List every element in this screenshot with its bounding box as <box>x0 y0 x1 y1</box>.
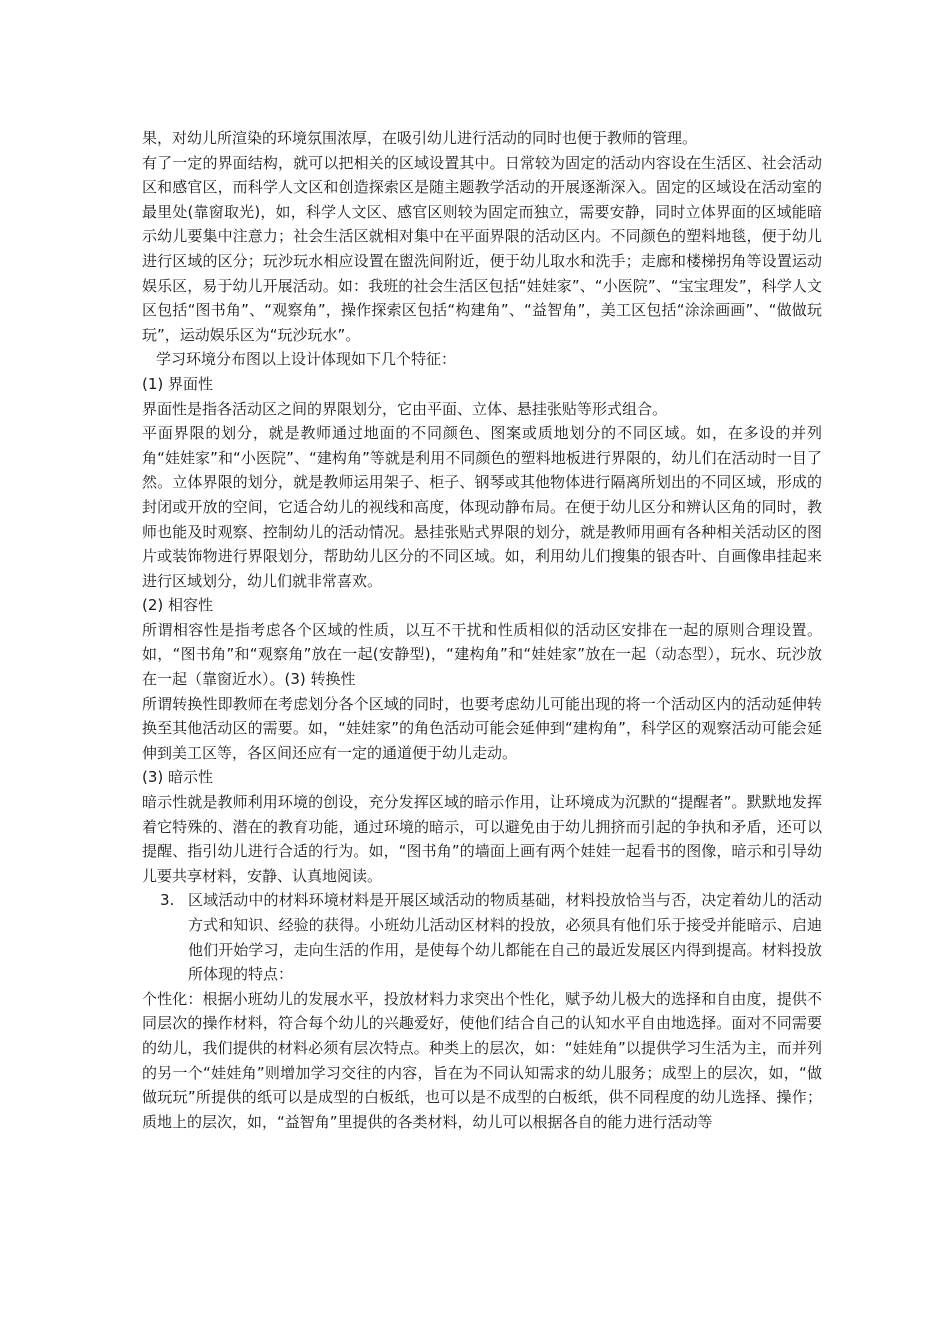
paragraph-suggestion-def: 暗示性就是教师利用环境的创设，充分发挥区域的暗示作用，让环境成为沉默的“提醒者”。默默地发挥着它特殊的、潜在的教育功能，通过环境的暗示，可以避免由于幼儿拥挤而引起的争执和矛盾，还可以提醒、指引幼儿进行合适的行为。如，“图书角”的墙面上画有两个娃娃一起看书的图像，暗示和引导幼儿要共享材料，安静、认真地阅读。 <box>142 793 822 885</box>
paragraph-personalization: 个性化：根据小班幼儿的发展水平，投放材料力求突出个性化，赋予幼儿极大的选择和自由度，提供不同层次的操作材料，符合每个幼儿的兴趣爱好，使他们结合自己的认知水平自由地选择。面对不同需要的幼儿，我们提供的材料必须有层次特点。种类上的层次，如：“娃娃角”以提供学习生活为主，而并列的另一个“娃娃角”则增加学习交往的内容，旨在为不同认知需求的幼儿服务；成型上的层次，如，“做做玩玩”所提供的纸可以是成型的白板纸，也可以是不成型的白板纸，供不同程度的幼儿选择、操作；质地上的层次，如，“益智角”里提供的各类材料，幼儿可以根据各自的能力进行活动等 <box>142 989 822 1131</box>
paragraph-area-setup: 有了一定的界面结构，就可以把相关的区域设置其中。日常较为固定的活动内容设在生活区、社会活动区和感官区，而科学人文区和创造探索区是随主题教学活动的开展逐渐深入。固定的区域设在活动室的最里处(靠窗取光)，如，科学人文区、感官区则较为固定而独立，需要安静，同时立体界面的区域能暗示幼儿要集中注意力；社会生活区就相对集中在平面界限的活动区内。不同颜色的塑料地毯，便于幼儿进行区域的区分；玩沙玩水相应设置在盥洗间附近，便于幼儿取水和洗手；走廊和楼梯拐角等设置运动娱乐区，易于幼儿开展活动。如：我班的社会生活区包括“娃娃家”、“小医院”、“宝宝理发”，科学人文区包括“图书角”、“观察角”，操作探索区包括“构建角”、“益智角”，美工区包括“涂涂画画”、“做做玩玩”，运动娱乐区为“玩沙玩水”。 <box>142 153 822 344</box>
numbered-item-materials <box>160 888 822 986</box>
paragraph-intro-end: 果，对幼儿所渲染的环境氛围浓厚，在吸引幼儿进行活动的同时也便于教师的管理。 <box>142 129 698 147</box>
paragraph-compatibility-def: 所谓相容性是指考虑各个区域的性质，以互不干扰和性质相似的活动区安排在一起的原则合理设置。如，“图书角”和“观察角”放在一起(安静型)，“建构角”和“娃娃家”放在一起（动态型），玩水、玩沙放在一起（靠窗近水）。(3) 转换性 <box>142 620 822 689</box>
paragraph-interface-def: 界面性是指各活动区之间的界限划分，它由平面、立体、悬挂张贴等形式组合。 <box>142 399 668 418</box>
heading-compatibility: (2) 相容性 <box>142 596 214 615</box>
list-number: 3. <box>160 891 175 910</box>
document-body <box>142 126 822 1134</box>
paragraph-interface-detail: 平面界限的划分，就是教师通过地面的不同颜色、图案或质地划分的不同区域。如，在多设的并列角“娃娃家”和“小医院”、“建构角”等就是利用不同颜色的塑料地板进行界限的，幼儿们在活动时一目了然。立体界限的划分，就是教师运用架子、柜子、钢琴或其他物体进行隔离所划出的不同区域，形成的封闭或开放的空间，它适合幼儿的视线和高度，体现动静布局。在便于幼儿区分和辨认区角的同时，教师也能及时观察、控制幼儿的活动情况。悬挂张贴式界限的划分，就是教师用画有各种相关活动区的图片或装饰物进行界限划分，帮助幼儿区分的不同区域。如，利用幼儿们搜集的银杏叶、自画像串挂起来进行区域划分，幼儿们就非常喜欢。 <box>142 424 822 590</box>
paragraph-conversion-def: 所谓转换性即教师在考虑划分各个区域的同时，也要考虑幼儿可能出现的将一个活动区内的活动延伸转换至其他活动区的需要。如，“娃娃家”的角色活动可能会延伸到“建构角”，科学区的观察活动可能会延伸到美工区等，各区间还应有一定的通道便于幼儿走动。 <box>142 694 822 762</box>
paragraph-materials: 区域活动中的材料环境材料是开展区域活动的物质基础，材料投放恰当与否，决定着幼儿的活动方式和知识、经验的获得。小班幼儿活动区材料的投放，必须具有他们乐于接受并能暗示、启迪他们开始学习，走向生活的作用，是使每个幼儿都能在自己的最近发展区内得到提高。材料投放所体现的特点： <box>188 891 822 984</box>
heading-interface: (1) 界面性 <box>142 374 214 393</box>
paragraph-features-lead: 学习环境分布图以上设计体现如下几个特征： <box>156 350 457 369</box>
heading-suggestion: (3) 暗示性 <box>142 768 214 787</box>
